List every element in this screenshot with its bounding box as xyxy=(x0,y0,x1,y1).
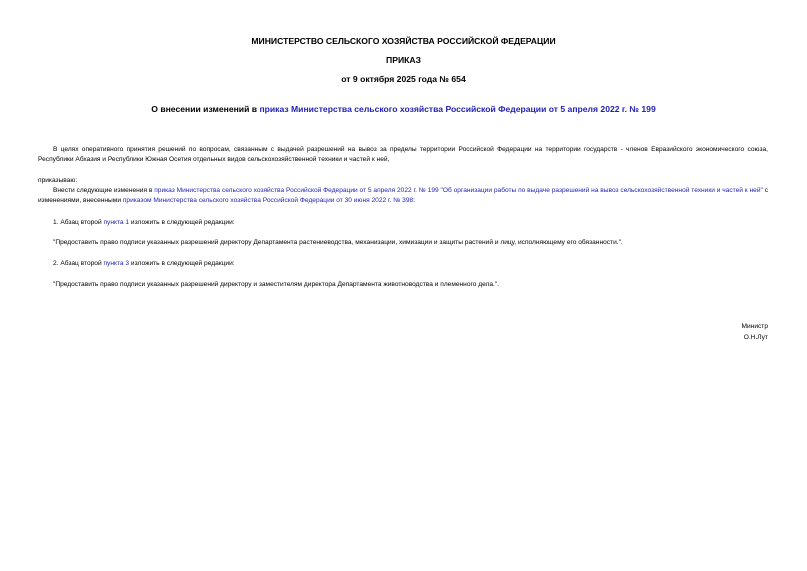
main-suffix: : xyxy=(413,197,415,205)
subject-order-link[interactable]: приказ Министерства сельского хозяйства Российской Федерации от 5 апреля 2022 г. № 199 xyxy=(259,104,656,114)
item-2 xyxy=(38,259,768,269)
main-middle: с изменениями, внесенными xyxy=(38,187,768,205)
main-paragraph xyxy=(38,186,768,206)
ministry-title: МИНИСТЕРСТВО СЕЛЬСКОГО ХОЗЯЙСТВА РОССИЙСКОЙ ФЕДЕРАЦИИ xyxy=(251,36,556,46)
item-2-link[interactable]: пункта 3 xyxy=(103,260,130,267)
document-date-number: от 9 октября 2025 года № 654 xyxy=(341,74,466,84)
signature-title: Министр xyxy=(741,323,768,330)
main-order-link[interactable]: приказ Министерства сельского хозяйства Российской Федерации от 5 апреля 2022 г. № 199 "Об организации работы по выдаче разрешений на вывоз сельскохозяйственной техники и частей к ней" xyxy=(154,187,763,194)
document-subject xyxy=(0,104,807,115)
document-type: ПРИКАЗ xyxy=(386,55,421,65)
signature-name: О.Н.Лут xyxy=(743,334,768,341)
item-1-suffix: изложить в следующей редакции: xyxy=(129,219,235,226)
order-word: приказываю: xyxy=(38,177,78,184)
item-2-prefix: 2. Абзац второй xyxy=(53,260,104,267)
item-1-prefix: 1. Абзац второй xyxy=(53,219,104,226)
subject-prefix: О внесении изменений в xyxy=(151,104,260,114)
preamble-paragraph: В целях оперативного принятия решений по вопросам, связанным с выдачей разрешений на вывоз за пределы территории Российской Федерации на территории государств - членов Евразийского экономического союза, Республики Абхазия и Республики Южная Осетия отдельных видов сельскохозяйственной техники и частей к ней, xyxy=(38,146,768,164)
item-2-suffix: изложить в следующей редакции: xyxy=(129,260,235,267)
item-1-link[interactable]: пункта 1 xyxy=(103,219,130,226)
item-2-text: "Предоставить право подписи указанных разрешений директору и заместителям директора Департамента животноводства и племенного дела.". xyxy=(53,281,500,288)
item-1-text: "Предоставить право подписи указанных разрешений директору Департамента растениеводства, механизации, химизации и защиты растений и лицу, исполняющему его обязанности.". xyxy=(53,239,623,246)
main-prefix: Внести следующие изменения в xyxy=(53,187,155,194)
item-1 xyxy=(38,218,768,228)
amending-order-link[interactable]: приказом Министерства сельского хозяйства Российской Федерации от 30 июня 2022 г. № 398 xyxy=(122,197,414,205)
